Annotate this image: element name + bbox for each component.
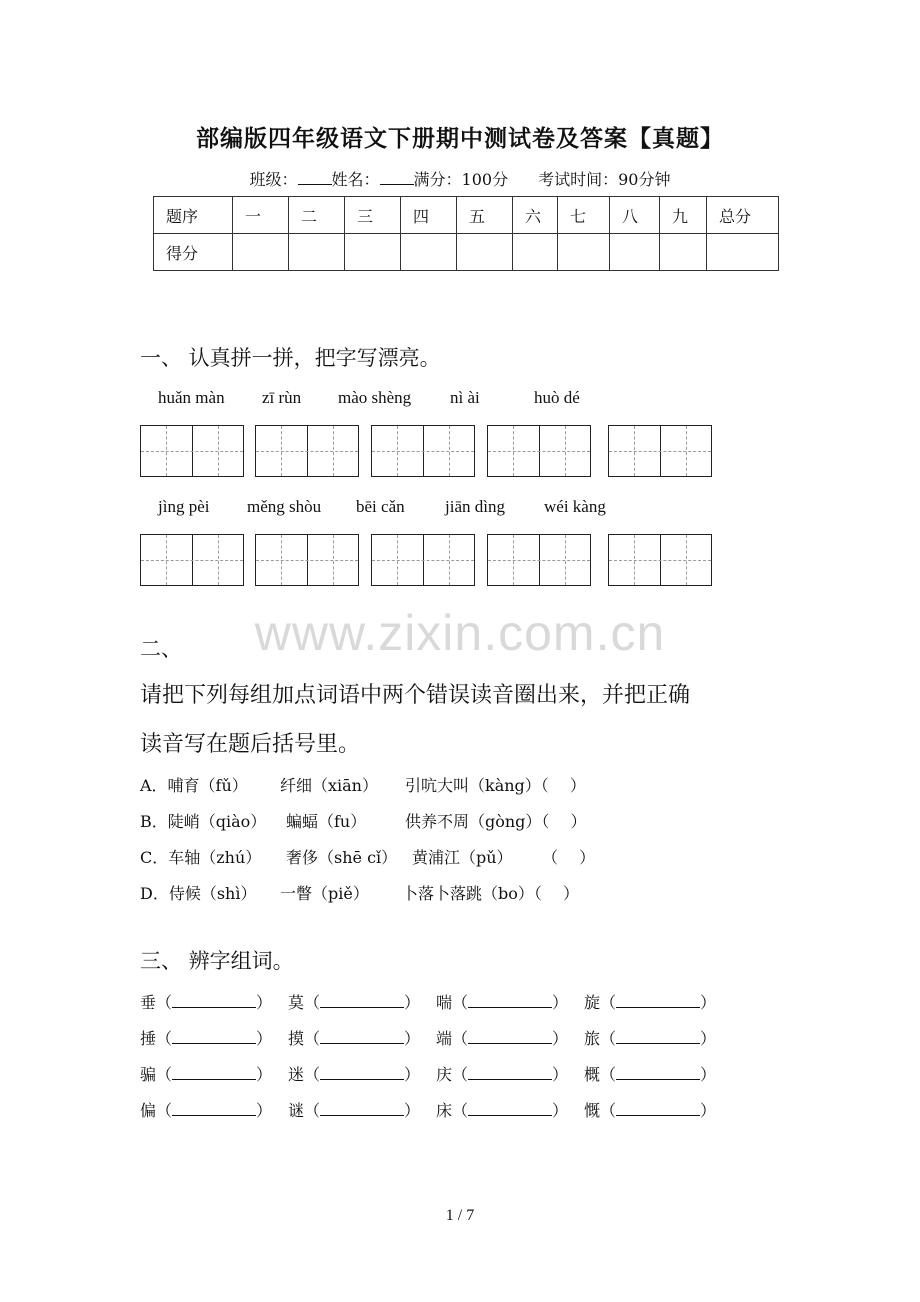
section2-instruction: 请把下列每组加点词语中两个错误读音圈出来，并把正确: [140, 683, 691, 708]
full-score: 满分：100分: [413, 170, 509, 189]
word-item: 庆（ ）: [436, 1065, 569, 1084]
table-cell: 七: [558, 197, 610, 234]
option-item: A．哺育（fǔ）: [140, 776, 248, 795]
word-item: 旅（ ）: [584, 1029, 717, 1048]
pinyin-label: wéi kàng: [544, 497, 606, 516]
pinyin-label: huǎn màn: [158, 388, 225, 407]
pinyin-label: huò dé: [534, 388, 580, 407]
table-cell: 五: [457, 197, 513, 234]
name-label: 姓名：: [331, 170, 380, 189]
score-input-cell[interactable]: [289, 234, 345, 271]
table-cell: 题序: [154, 197, 233, 234]
word-item: 慨（ ）: [584, 1101, 717, 1120]
section3-heading: 三、 辨字组词。: [140, 949, 294, 973]
writing-box[interactable]: [140, 534, 244, 586]
option-item: D．侍候（shì）: [140, 884, 257, 903]
section2-heading: 二、: [140, 637, 182, 661]
word-item: 摸（ ）: [288, 1029, 421, 1048]
word-item: 垂（ ）: [140, 993, 273, 1012]
word-item: 捶（ ）: [140, 1029, 273, 1048]
score-input-cell[interactable]: [610, 234, 660, 271]
table-cell: 六: [513, 197, 558, 234]
table-cell: 一: [233, 197, 289, 234]
word-item: 谜（ ）: [288, 1101, 421, 1120]
word-item: 迷（ ）: [288, 1065, 421, 1084]
option-item: 黄浦江（pǔ）: [412, 848, 513, 867]
option-item: 引吭大叫（kàng）（ ）: [405, 776, 586, 795]
writing-box[interactable]: [608, 425, 712, 477]
option-item: （ ）: [542, 848, 596, 867]
table-cell: 二: [289, 197, 345, 234]
option-item: 纤细（xiān）: [280, 776, 378, 795]
score-table: [153, 196, 779, 271]
word-item: 概（ ）: [584, 1065, 717, 1084]
pinyin-label: mào shèng: [338, 388, 412, 407]
name-blank: [380, 170, 414, 185]
option-item: C．车轴（zhú）: [140, 848, 262, 867]
table-cell: 四: [401, 197, 457, 234]
score-input-cell[interactable]: [513, 234, 558, 271]
watermark: www.zixin.com.cn: [254, 605, 666, 661]
writing-box[interactable]: [608, 534, 712, 586]
section2-instruction: 读音写在题后括号里。: [140, 732, 361, 757]
writing-box[interactable]: [487, 534, 591, 586]
option-item: 奢侈（shē cǐ）: [286, 848, 398, 867]
writing-box[interactable]: [487, 425, 591, 477]
pinyin-label: jìng pèi: [158, 497, 210, 516]
pinyin-label: nì ài: [450, 388, 480, 407]
pinyin-label: jiān dìng: [445, 497, 505, 516]
option-item: 卜落卜落跳（bo）（ ）: [402, 884, 579, 903]
writing-box[interactable]: [255, 425, 359, 477]
table-cell: 九: [660, 197, 707, 234]
pinyin-label: měng shòu: [247, 497, 322, 516]
page-title: 部编版四年级语文下册期中测试卷及答案【真题】: [196, 125, 724, 152]
exam-meta: [0, 167, 920, 190]
score-input-cell[interactable]: [707, 234, 779, 271]
table-cell: 八: [610, 197, 660, 234]
word-item: 喘（ ）: [436, 993, 569, 1012]
pinyin-label: bēi cǎn: [356, 497, 405, 516]
exam-time: 考试时间：90分钟: [538, 170, 671, 189]
word-item: 床（ ）: [436, 1101, 569, 1120]
word-item: 偏（ ）: [140, 1101, 273, 1120]
score-input-cell[interactable]: [558, 234, 610, 271]
option-item: 蝙蝠（fu）: [286, 812, 367, 831]
class-label: 班级：: [249, 170, 298, 189]
writing-box[interactable]: [371, 425, 475, 477]
writing-box[interactable]: [371, 534, 475, 586]
score-table-row: [154, 234, 779, 271]
option-item: B．陡峭（qiào）: [140, 812, 267, 831]
word-item: 莫（ ）: [288, 993, 421, 1012]
pinyin-label: zī rùn: [262, 388, 302, 407]
table-cell: 总分: [707, 197, 779, 234]
score-input-cell[interactable]: [457, 234, 513, 271]
score-input-cell[interactable]: [233, 234, 289, 271]
option-item: 供养不周（gòng）（ ）: [405, 812, 587, 831]
word-item: 旋（ ）: [584, 993, 717, 1012]
table-cell: 得分: [154, 234, 233, 271]
score-input-cell[interactable]: [345, 234, 401, 271]
page-number: 1 / 7: [445, 1207, 475, 1224]
section1-heading: 一、 认真拼一拼，把字写漂亮。: [140, 346, 441, 370]
writing-box[interactable]: [255, 534, 359, 586]
score-table-header: [154, 197, 779, 234]
class-blank: [298, 170, 332, 185]
word-item: 端（ ）: [436, 1029, 569, 1048]
word-item: 骗（ ）: [140, 1065, 273, 1084]
score-input-cell[interactable]: [401, 234, 457, 271]
score-input-cell[interactable]: [660, 234, 707, 271]
table-cell: 三: [345, 197, 401, 234]
writing-box[interactable]: [140, 425, 244, 477]
option-item: 一瞥（piě）: [280, 884, 369, 903]
